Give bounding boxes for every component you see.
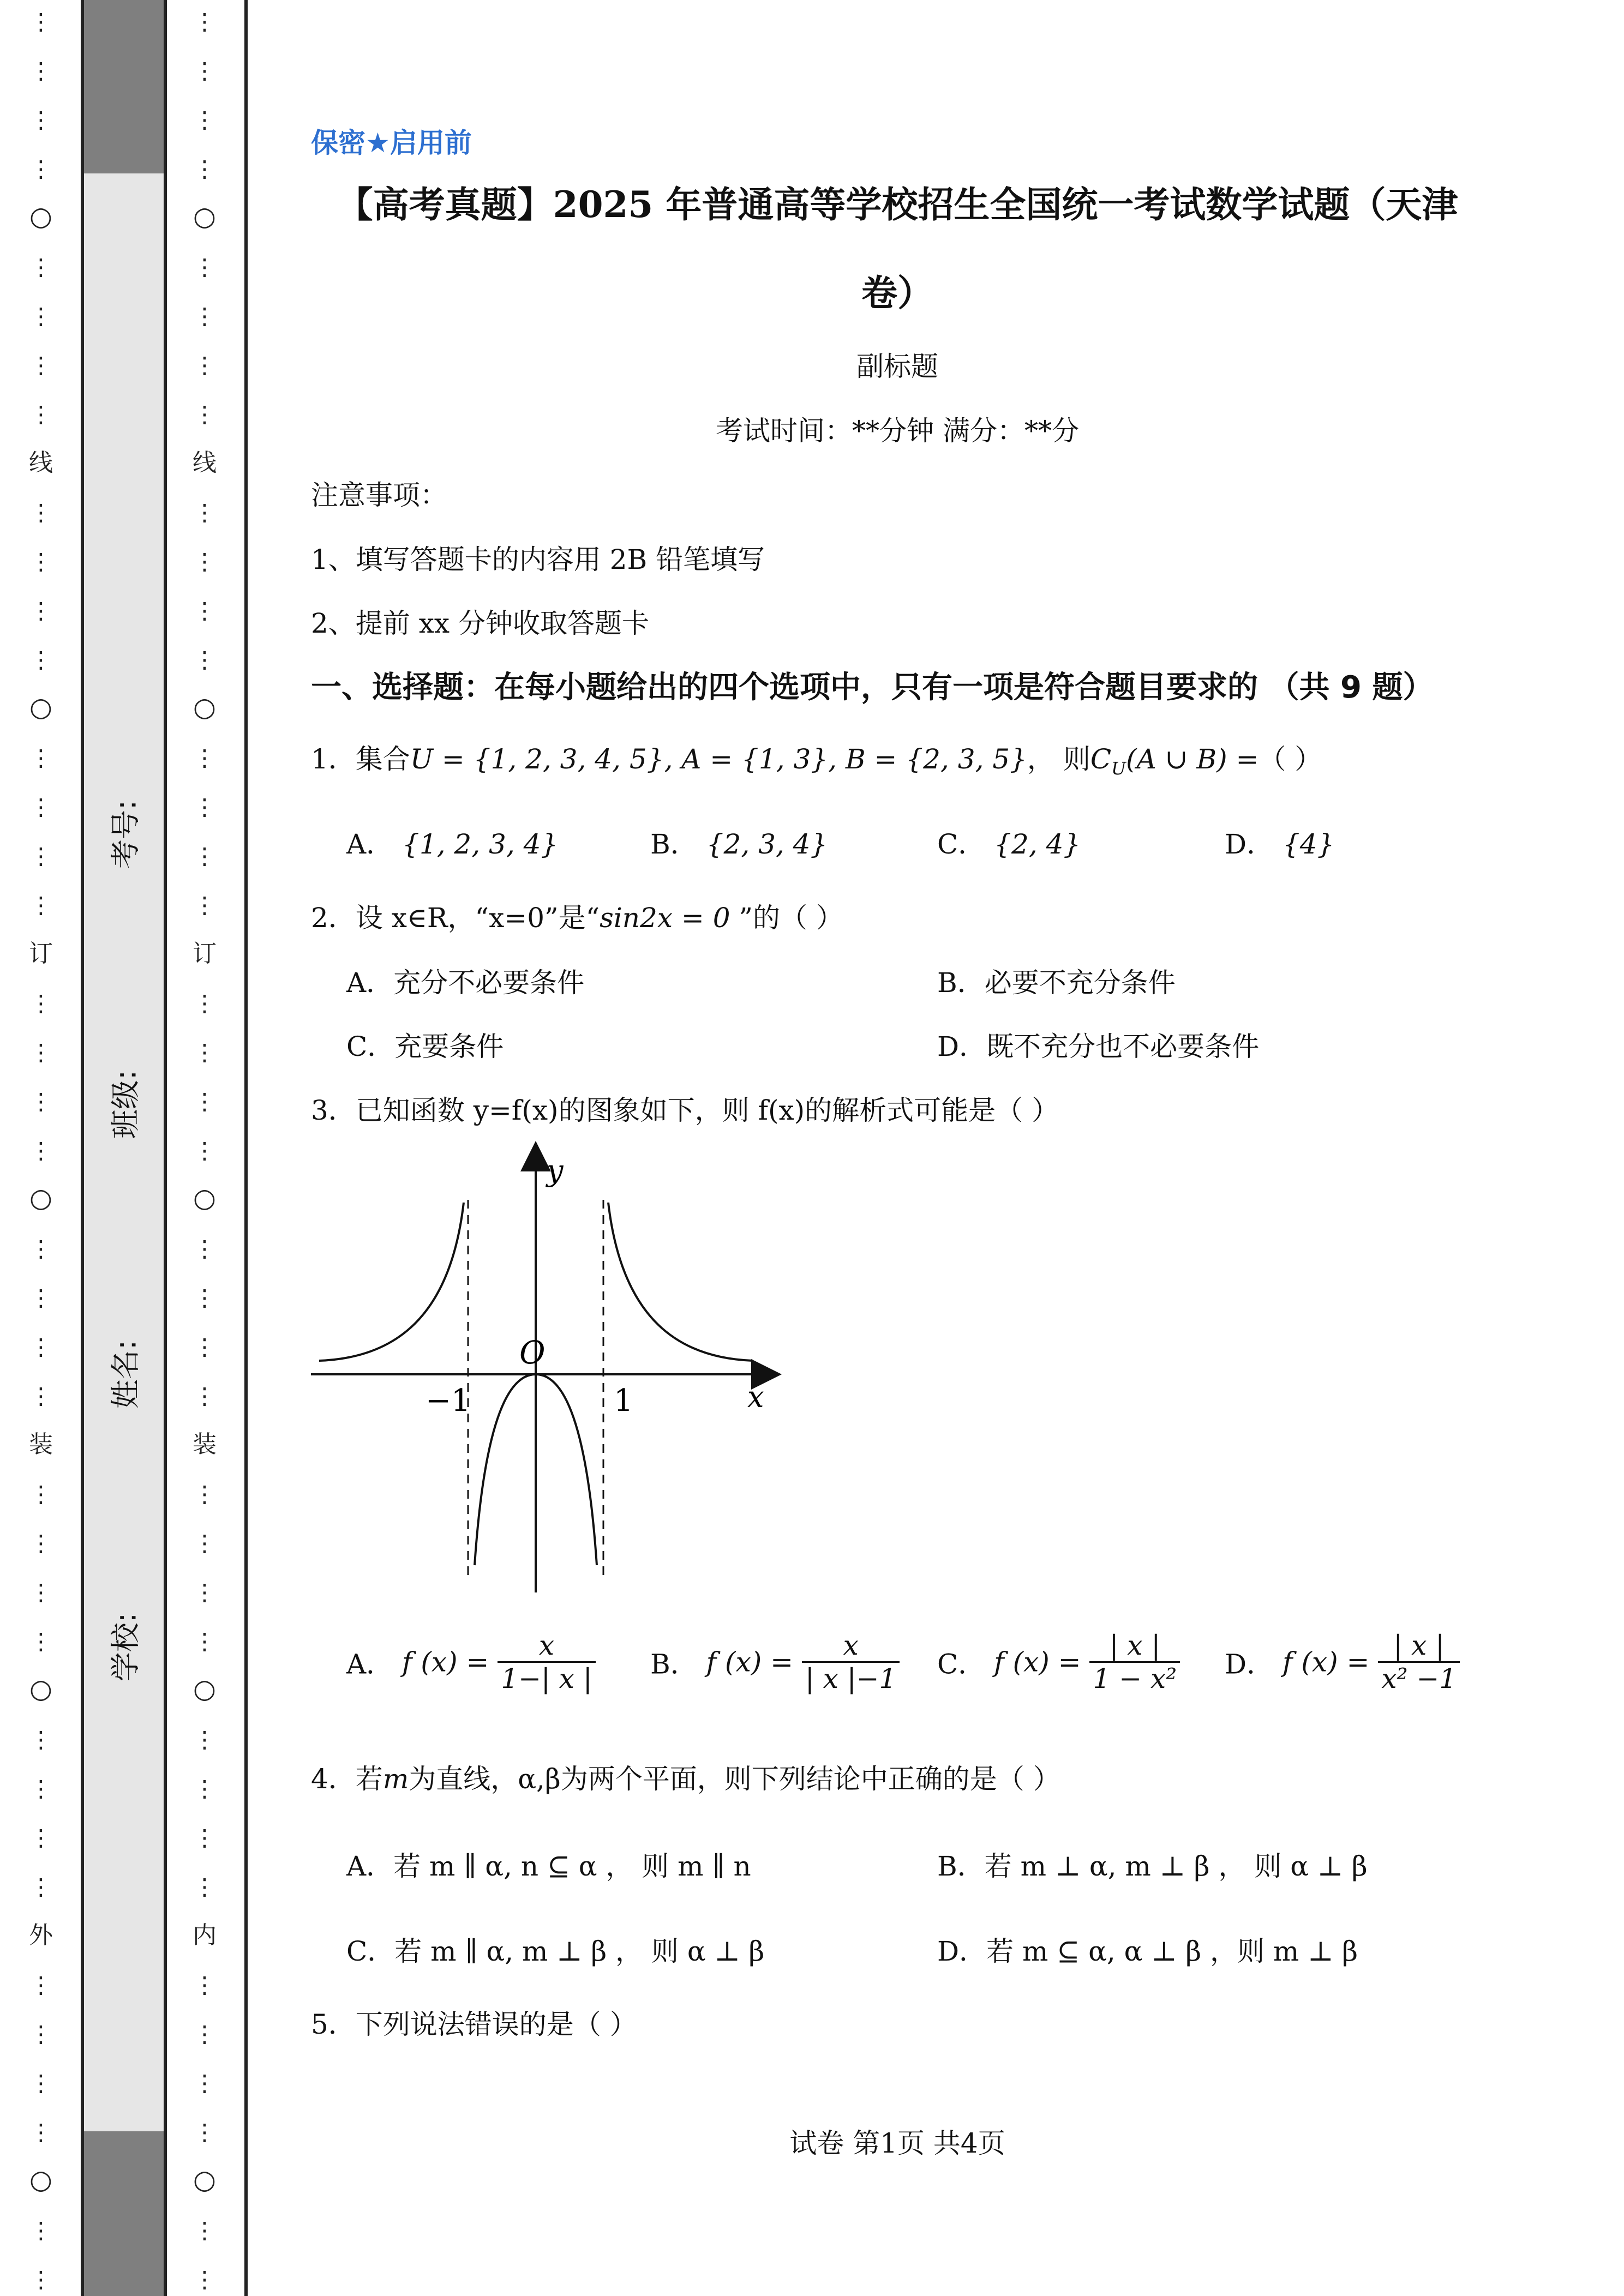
seal-dots: ⋮	[193, 794, 216, 820]
seal-dots: ⋮	[29, 1481, 52, 1507]
x-axis-label: x	[747, 1380, 764, 1414]
option-value: {1, 2, 3, 4}	[402, 828, 559, 860]
q4-option-d[interactable]	[937, 1930, 1358, 1969]
seal-circle: ○	[193, 2165, 216, 2195]
seal-dots: ⋮	[29, 155, 52, 182]
seal-dots: ⋮	[193, 352, 216, 378]
seal-dots: ⋮	[193, 1530, 216, 1556]
seal-dots: ⋮	[29, 2021, 52, 2047]
section-heading: 一、选择题：在每小题给出的四个选项中，只有一项是符合题目要求的 （共 9 题）	[311, 670, 1434, 705]
seal-dots: ⋮	[29, 1579, 52, 1606]
question-3: 3．已知函数 y=f(x)的图象如下，则 f(x)的解析式可能是（ ）	[311, 1095, 1059, 1126]
seal-label: 装	[29, 1431, 53, 1458]
fraction	[1089, 1630, 1180, 1694]
seal-dots: ⋮	[193, 548, 216, 575]
seal-dots: ⋮	[193, 646, 216, 673]
seal-dots: ⋮	[29, 499, 52, 526]
q3-option-b[interactable]	[650, 1630, 900, 1694]
option-label: A．	[346, 828, 394, 860]
band-right-rule	[164, 0, 167, 2296]
q1-complement: C	[1090, 743, 1112, 775]
seal-dots: ⋮	[193, 1333, 216, 1360]
seal-dots: ⋮	[193, 1628, 216, 1655]
tick-label-one: 1	[614, 1383, 633, 1419]
seal-dots: ⋮	[29, 1873, 52, 1900]
numerator: | x |	[1089, 1630, 1180, 1663]
seal-dots: ⋮	[193, 1775, 216, 1802]
seal-dots: ⋮	[193, 1039, 216, 1066]
option-label: C．	[346, 1936, 395, 1967]
outer-seal-column	[22, 0, 60, 2296]
seal-dots: ⋮	[193, 8, 216, 35]
seal-dots: ⋮	[29, 1824, 52, 1851]
seal-dots: ⋮	[193, 401, 216, 428]
exam-info: 考试时间：**分钟 满分：**分	[716, 415, 1079, 447]
seal-dots: ⋮	[193, 1873, 216, 1900]
seal-label: 内	[193, 1921, 217, 1949]
option-value: {4}	[1283, 828, 1335, 860]
seal-dots: ⋮	[193, 1088, 216, 1115]
band-left-rule	[81, 0, 84, 2296]
q3-option-a[interactable]	[346, 1630, 596, 1694]
q4-option-c[interactable]	[346, 1930, 764, 1969]
denominator: | x |−1	[805, 1663, 897, 1694]
seal-dots: ⋮	[29, 1088, 52, 1115]
seal-dots: ⋮	[193, 892, 216, 918]
q2-prefix: 2．设 x∈R，“x=0”是“	[311, 902, 600, 934]
seal-circle: ○	[193, 692, 216, 723]
seal-dots: ⋮	[193, 1284, 216, 1311]
margin-rule	[244, 0, 248, 2296]
inner-seal-column	[185, 0, 224, 2296]
option-value: 充分不必要条件	[393, 967, 585, 999]
option-value: 若 m ⊆ α, α ⊥ β ，则 m ⊥ β	[986, 1936, 1358, 1967]
seal-dots: ⋮	[193, 106, 216, 133]
option-value: 若 m ∥ α, n ⊆ α ， 则 m ∥ n	[393, 1850, 751, 1882]
seal-dots: ⋮	[29, 1726, 52, 1753]
seal-dots: ⋮	[193, 2119, 216, 2145]
q1-union: (A ∪ B) =	[1126, 743, 1259, 775]
band-bottom-block	[83, 2131, 164, 2296]
seal-dots: ⋮	[193, 1824, 216, 1851]
option-value: {2, 3, 4}	[706, 828, 828, 860]
exam-number-label: 考号:	[108, 800, 143, 869]
seal-dots: ⋮	[29, 106, 52, 133]
seal-dots: ⋮	[193, 2217, 216, 2244]
student-info-band	[83, 0, 164, 2296]
seal-label: 外	[29, 1921, 53, 1949]
seal-dots: ⋮	[29, 843, 52, 869]
q2-expr: sin2x = 0	[600, 902, 730, 934]
exam-title-line2: 卷）	[861, 272, 933, 314]
tick-label-neg-one: −1	[426, 1383, 471, 1419]
denominator: 1−| x |	[501, 1663, 592, 1694]
seal-dots: ⋮	[29, 1628, 52, 1655]
q4-stem: 为直线，	[409, 1763, 518, 1795]
fraction	[498, 1630, 595, 1694]
curve-left-branch	[319, 1203, 464, 1361]
seal-dots: ⋮	[29, 1235, 52, 1262]
option-label: C．	[937, 828, 986, 860]
option-value: {2, 4}	[994, 828, 1081, 860]
q1-mid: ， 则	[1027, 743, 1090, 775]
seal-dots: ⋮	[193, 990, 216, 1017]
question-5: 5．下列说法错误的是（ ）	[311, 2009, 637, 2040]
numerator: x	[802, 1630, 900, 1663]
q1-sets: U = {1, 2, 3, 4, 5}, A = {1, 3}, B = {2, 3, 5}	[410, 743, 1027, 775]
question-1	[311, 737, 1322, 779]
seal-dots: ⋮	[29, 794, 52, 820]
question-2	[311, 896, 843, 935]
option-label: D．	[1225, 1648, 1274, 1680]
seal-dots: ⋮	[193, 57, 216, 84]
seal-circle: ○	[29, 2165, 52, 2195]
option-value: 必要不充分条件	[984, 967, 1176, 999]
numerator: | x |	[1378, 1630, 1460, 1663]
seal-dots: ⋮	[193, 597, 216, 624]
seal-dots: ⋮	[29, 1383, 52, 1409]
option-label: C．	[346, 1031, 395, 1062]
name-label: 姓名:	[108, 1339, 143, 1409]
seal-dots: ⋮	[29, 2119, 52, 2145]
band-top-block	[83, 0, 164, 173]
option-label: A．	[346, 1648, 394, 1680]
seal-dots: ⋮	[29, 548, 52, 575]
q1-option-b[interactable]	[650, 822, 828, 862]
page-footer: 试卷 第1页 共4页	[789, 2127, 1005, 2159]
q4-option-a[interactable]	[346, 1844, 751, 1884]
q2-option-b[interactable]	[937, 961, 1176, 1000]
option-label: B．	[937, 967, 985, 999]
curve-right-branch	[608, 1203, 753, 1361]
seal-dots: ⋮	[29, 892, 52, 918]
seal-dots: ⋮	[29, 8, 52, 35]
option-label: C．	[937, 1648, 986, 1680]
q1-tail: （ ）	[1259, 743, 1322, 775]
seal-dots: ⋮	[193, 843, 216, 869]
q4-m: m	[382, 1763, 409, 1795]
seal-dots: ⋮	[193, 2021, 216, 2047]
seal-dots: ⋮	[193, 1481, 216, 1507]
q2-tail: ”的（ ）	[730, 902, 843, 934]
seal-circle: ○	[193, 201, 216, 232]
option-label: B．	[650, 828, 698, 860]
seal-dots: ⋮	[193, 254, 216, 280]
school-label: 学校:	[108, 1612, 143, 1682]
q2-option-a[interactable]	[346, 961, 584, 1000]
q4-planes: α,β	[518, 1763, 561, 1795]
option-label: B．	[937, 1850, 985, 1882]
seal-dots: ⋮	[193, 2070, 216, 2096]
seal-dots: ⋮	[29, 352, 52, 378]
q1-prefix: 1．集合	[311, 743, 410, 775]
seal-dots: ⋮	[29, 1972, 52, 1998]
seal-dots: ⋮	[29, 1333, 52, 1360]
seal-dots: ⋮	[29, 401, 52, 428]
option-label: D．	[937, 1936, 987, 1967]
denominator: 1 − x²	[1093, 1663, 1177, 1694]
seal-dots: ⋮	[29, 2266, 52, 2293]
y-axis-label: y	[547, 1153, 564, 1188]
seal-dots: ⋮	[193, 2266, 216, 2293]
seal-circle: ○	[29, 1183, 52, 1213]
seal-dots: ⋮	[29, 1284, 52, 1311]
q1-option-c[interactable]	[937, 822, 1081, 862]
seal-dots: ⋮	[193, 1579, 216, 1606]
seal-dots: ⋮	[29, 1530, 52, 1556]
q4-option-b[interactable]	[937, 1844, 1368, 1884]
fraction	[1378, 1630, 1460, 1694]
class-label: 班级:	[108, 1069, 143, 1139]
exam-title-line1: 【高考真题】2025 年普通高等学校招生全国统一考试数学试题（天津	[337, 183, 1458, 226]
seal-dots: ⋮	[29, 1039, 52, 1066]
option-lhs: f (x) =	[994, 1646, 1081, 1678]
seal-dots: ⋮	[29, 597, 52, 624]
option-label: B．	[650, 1648, 698, 1680]
option-lhs: f (x) =	[402, 1646, 489, 1678]
option-value: 既不充分也不必要条件	[986, 1031, 1260, 1062]
q3-option-d[interactable]	[1225, 1630, 1460, 1694]
seal-circle: ○	[193, 1674, 216, 1704]
q1-sub: U	[1111, 758, 1126, 779]
confidential-label: 保密★启用前	[311, 127, 472, 159]
seal-label: 订	[193, 940, 217, 967]
seal-dots: ⋮	[193, 1726, 216, 1753]
seal-dots: ⋮	[29, 990, 52, 1017]
q2-option-d[interactable]	[937, 1025, 1259, 1064]
seal-dots: ⋮	[29, 1775, 52, 1802]
q1-option-d[interactable]	[1225, 822, 1334, 862]
seal-dots: ⋮	[193, 1383, 216, 1409]
seal-dots: ⋮	[29, 1137, 52, 1164]
notes-heading: 注意事项：	[311, 479, 447, 511]
seal-label: 装	[193, 1431, 217, 1458]
option-value: 若 m ⊥ α, m ⊥ β ， 则 α ⊥ β	[984, 1850, 1368, 1882]
seal-dots: ⋮	[29, 2070, 52, 2096]
q3-option-c[interactable]	[937, 1630, 1180, 1694]
option-label: D．	[937, 1031, 987, 1062]
origin-label: O	[519, 1334, 546, 1371]
seal-circle: ○	[29, 201, 52, 232]
q2-option-c[interactable]	[346, 1025, 504, 1064]
numerator: x	[498, 1630, 595, 1663]
seal-dots: ⋮	[193, 303, 216, 329]
seal-circle: ○	[29, 692, 52, 723]
option-label: D．	[1225, 828, 1274, 860]
seal-dots: ⋮	[193, 744, 216, 771]
fraction	[802, 1630, 900, 1694]
q4-stem: 为两个平面，则下列结论中正确的是（ ）	[560, 1763, 1060, 1795]
seal-dots: ⋮	[29, 646, 52, 673]
seal-dots: ⋮	[29, 303, 52, 329]
seal-dots: ⋮	[193, 1972, 216, 1998]
option-value: 若 m ∥ α, m ⊥ β ， 则 α ⊥ β	[394, 1936, 765, 1967]
seal-dots: ⋮	[29, 57, 52, 84]
option-lhs: f (x) =	[1283, 1646, 1370, 1678]
seal-dots: ⋮	[193, 499, 216, 526]
subtitle: 副标题	[856, 351, 938, 382]
seal-label: 线	[193, 449, 217, 477]
note-item: 2、提前 xx 分钟收取答题卡	[311, 608, 649, 639]
seal-dots: ⋮	[193, 155, 216, 182]
seal-circle: ○	[29, 1674, 52, 1704]
seal-dots: ⋮	[193, 1137, 216, 1164]
option-value: 充要条件	[394, 1031, 504, 1062]
band-middle	[83, 173, 164, 2131]
option-label: A．	[346, 967, 394, 999]
option-lhs: f (x) =	[706, 1646, 794, 1678]
option-label: A．	[346, 1850, 394, 1882]
seal-label: 线	[29, 449, 53, 477]
function-graph	[311, 1140, 791, 1609]
seal-circle: ○	[193, 1183, 216, 1213]
binding-margin	[0, 0, 251, 2296]
question-4	[311, 1757, 1060, 1796]
q1-option-a[interactable]	[346, 822, 558, 862]
seal-dots: ⋮	[29, 2217, 52, 2244]
seal-dots: ⋮	[29, 254, 52, 280]
note-item: 1、填写答题卡的内容用 2B 铅笔填写	[311, 544, 765, 575]
denominator: x² −1	[1381, 1663, 1457, 1694]
seal-dots: ⋮	[193, 1235, 216, 1262]
seal-dots: ⋮	[29, 744, 52, 771]
seal-label: 订	[29, 940, 53, 967]
q4-stem: 4．若	[311, 1763, 383, 1795]
